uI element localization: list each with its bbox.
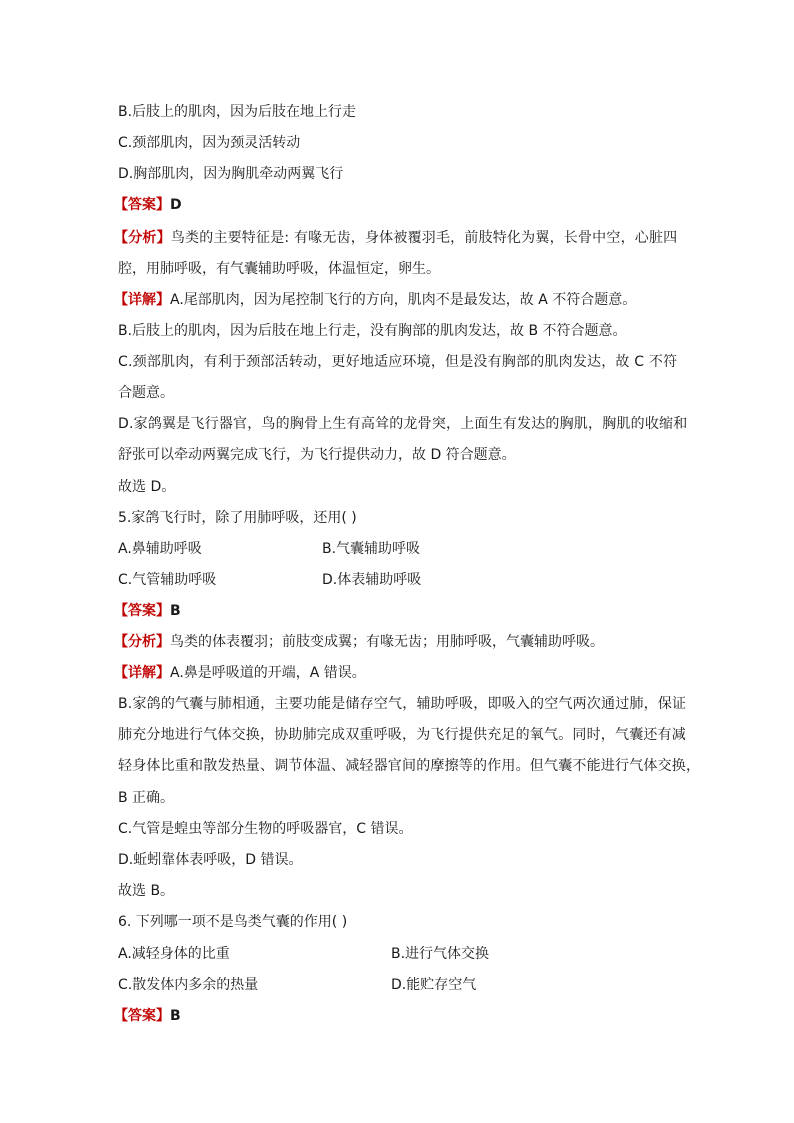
q5-detail-b-line-4: B 正确。	[118, 790, 175, 806]
q5-detail-b-line-1: B.家鸽的气囊与肺相通，主要功能是储存空气，辅助呼吸，即吸入的空气两次通过肺，保证	[118, 696, 687, 712]
q4-conclusion: 故选 D。	[118, 479, 176, 495]
detail-text: A.鼻是呼吸道的开端，A 错误。	[170, 665, 366, 681]
q4-answer	[114, 195, 182, 215]
q6-option-d: D.能贮存空气	[391, 977, 477, 993]
q5-stem: 5.家鸽飞行时，除了用肺呼吸，还用( )	[118, 510, 357, 526]
q4-detail-b: B.后肢上的肌肉，因为后肢在地上行走，没有胸部的肌肉发达，故 B 不符合题意。	[118, 323, 627, 339]
q4-detail-c-line-1: C.颈部肌肉，有利于颈部活转动，更好地适应环境，但是没有胸部的肌肉发达，故 C 不符	[118, 354, 678, 370]
q5-detail-c: C.气管是蝗虫等部分生物的呼吸器官，C 错误。	[118, 821, 413, 837]
answer-tag: 【答案】	[114, 1008, 170, 1024]
detail-tag: 【详解】	[114, 665, 170, 681]
q5-analysis	[114, 632, 604, 652]
q6-answer	[114, 1006, 181, 1026]
q6-option-c: C.散发体内多余的热量	[118, 977, 259, 993]
q4-option-d: D.胸部肌肉，因为胸肌牵动两翼飞行	[118, 166, 344, 182]
q5-detail-b-line-2: 肺充分地进行气体交换，协助肺完成双重呼吸，为飞行提供充足的氧气。同时，气囊还有减	[118, 727, 686, 743]
analysis-tag: 【分析】	[114, 230, 171, 246]
q5-option-d: D.体表辅助呼吸	[322, 572, 422, 588]
detail-tag: 【详解】	[114, 292, 170, 308]
q5-conclusion: 故选 B。	[118, 883, 175, 899]
q5-detail-d: D.蚯蚓靠体表呼吸，D 错误。	[118, 852, 303, 868]
q4-detail-a	[114, 290, 636, 310]
q4-detail-c-line-2: 合题意。	[118, 385, 174, 401]
q4-detail-d-line-2: 舒张可以牵动两翼完成飞行，为飞行提供动力，故 D 符合题意。	[118, 447, 516, 463]
q5-option-b: B.气囊辅助呼吸	[322, 541, 421, 557]
q5-detail-a	[114, 663, 366, 683]
answer-value: B	[170, 603, 181, 619]
analysis-text: 鸟类的主要特征是: 有喙无齿，身体被覆羽毛，前肢特化为翼，长骨中空，心脏四	[170, 230, 678, 246]
q6-option-a: A.减轻身体的比重	[118, 946, 230, 962]
q5-detail-b-line-3: 轻身体比重和散发热量、调节体温、减轻器官间的摩擦等的作用。但气囊不能进行气体交换，	[118, 758, 701, 774]
q4-analysis-line-2: 腔，用肺呼吸，有气囊辅助呼吸，体温恒定，卵生。	[118, 261, 440, 277]
analysis-tag: 【分析】	[114, 634, 170, 650]
q4-option-b: B.后肢上的肌肉，因为后肢在地上行走	[118, 104, 357, 120]
q4-option-c: C.颈部肌肉，因为颈灵活转动	[118, 135, 301, 151]
answer-tag: 【答案】	[114, 197, 170, 213]
analysis-text: 鸟类的体表覆羽；前肢变成翼；有喙无齿；用肺呼吸，气囊辅助呼吸。	[170, 634, 604, 650]
q5-option-c: C.气管辅助呼吸	[118, 572, 217, 588]
q4-detail-d-line-1: D.家鸽翼是飞行器官，鸟的胸骨上生有高耸的龙骨突，上面生有发达的胸肌，胸肌的收缩和	[118, 416, 688, 432]
q5-answer	[114, 601, 181, 621]
detail-text: A.尾部肌肉，因为尾控制飞行的方向，肌肉不是最发达，故 A 不符合题意。	[170, 292, 637, 308]
q6-stem: 6. 下列哪一项不是鸟类气囊的作用( )	[118, 914, 348, 930]
q6-option-b: B.进行气体交换	[391, 946, 490, 962]
answer-tag: 【答案】	[114, 603, 170, 619]
answer-value: D	[170, 197, 182, 213]
q4-analysis-line-1	[114, 228, 677, 248]
answer-value: B	[170, 1008, 181, 1024]
q5-option-a: A.鼻辅助呼吸	[118, 541, 202, 557]
